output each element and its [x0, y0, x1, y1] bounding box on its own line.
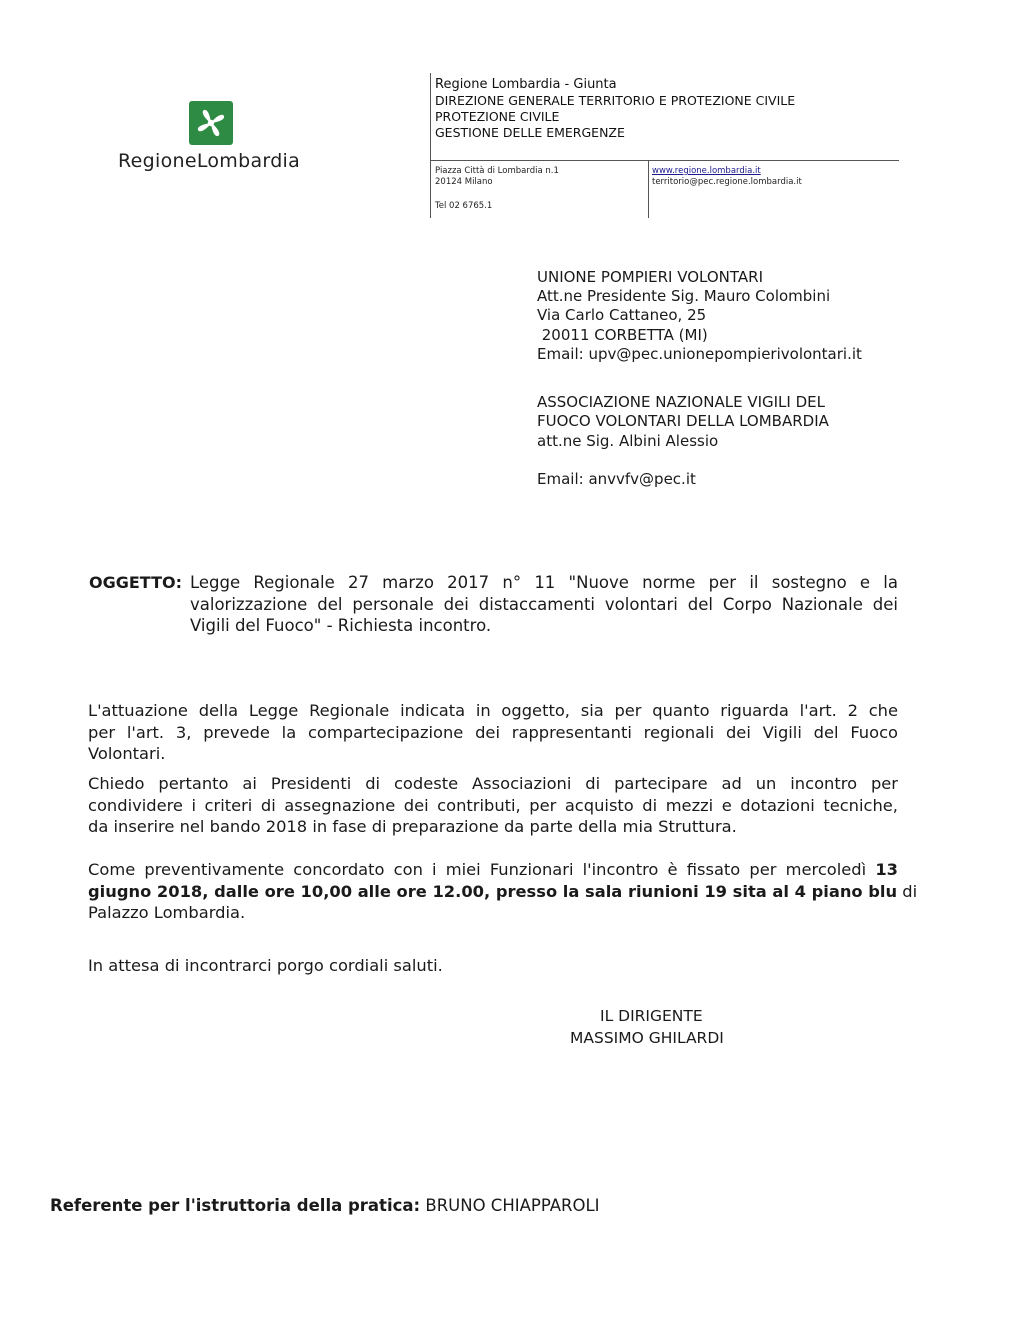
- header-website-link[interactable]: www.regione.lombardia.it: [652, 166, 761, 176]
- subject-line: Vigili del Fuoco" - Richiesta incontro.: [190, 616, 492, 635]
- paragraph-line: L'attuazione della Legge Regionale indicata in oggetto, sia per quanto riguarda l'art. 2 che: [88, 701, 898, 720]
- body-paragraph-2: [88, 773, 898, 838]
- recipient-1-email: Email: upv@pec.unionepompierivolontari.it: [537, 345, 862, 363]
- header-address-line: 20124 Milano: [435, 177, 493, 187]
- header-org-line: Regione Lombardia - Giunta: [435, 77, 617, 92]
- paragraph-line: [88, 881, 918, 903]
- recipient-2-email: Email: anvvfv@pec.it: [537, 470, 696, 488]
- referente-label: Referente per l'istruttoria della pratica:: [50, 1196, 421, 1215]
- meeting-intro-text: Come preventivamente concordato con i miei Funzionari l'incontro è fissato per mercoledì: [88, 860, 867, 879]
- header-phone: Tel 02 6765.1: [435, 201, 493, 211]
- header-divider-horizontal: [430, 160, 899, 161]
- recipient-2-line: FUOCO VOLONTARI DELLA LOMBARDIA: [537, 412, 829, 430]
- recipient-2-line: att.ne Sig. Albini Alessio: [537, 432, 719, 450]
- header-pec-email: territorio@pec.regione.lombardia.it: [652, 177, 802, 187]
- subject-label: OGGETTO:: [89, 573, 182, 592]
- header-department-line: GESTIONE DELLE EMERGENZE: [435, 125, 625, 140]
- closing-greeting: In attesa di incontrarci porgo cordiali saluti.: [88, 956, 443, 975]
- subject-text: [190, 572, 898, 637]
- paragraph-line: condividere i criteri di assegnazione dei contributi, per acquisto di mezzi e dotazioni tecniche,: [88, 795, 898, 815]
- meeting-date-day: 13: [875, 860, 898, 879]
- recipient-2-line: ASSOCIAZIONE NAZIONALE VIGILI DEL: [537, 393, 825, 411]
- meeting-details: giugno 2018, dalle ore 10,00 alle ore 12.00, presso la sala riunioni 19 sita al 4 piano blu: [88, 881, 898, 901]
- referente-name: BRUNO CHIAPPAROLI: [425, 1196, 600, 1215]
- recipient-1-line: Via Carlo Cattaneo, 25: [537, 306, 707, 324]
- body-paragraph-1: [88, 700, 898, 765]
- paragraph-line: per l'art. 3, prevede la compartecipazione dei rappresentanti regionali dei Vigili del Fuoco: [88, 722, 898, 742]
- referente-line: [50, 1196, 600, 1215]
- header-department-line: DIREZIONE GENERALE TERRITORIO E PROTEZIONE CIVILE: [435, 93, 796, 108]
- signature-title: IL DIRIGENTE: [600, 1007, 703, 1025]
- subject-line: valorizzazione del personale dei distaccamenti volontari del Corpo Nazionale dei: [190, 594, 898, 614]
- header-divider-left: [430, 73, 431, 218]
- regione-lombardia-logo-icon: [189, 101, 233, 145]
- header-department-line: PROTEZIONE CIVILE: [435, 109, 560, 124]
- paragraph-line: Volontari.: [88, 744, 166, 763]
- logo-wordmark: RegioneLombardia: [118, 150, 301, 172]
- paragraph-line: Palazzo Lombardia.: [88, 903, 246, 922]
- recipient-1-line: Att.ne Presidente Sig. Mauro Colombini: [537, 287, 831, 305]
- signature-name: MASSIMO GHILARDI: [570, 1029, 724, 1047]
- header-address-line: Piazza Città di Lombardia n.1: [435, 166, 559, 176]
- meeting-details-tail: di: [902, 881, 918, 901]
- paragraph-line: da inserire nel bando 2018 in fase di preparazione da parte della mia Struttura.: [88, 817, 737, 836]
- subject-line: Legge Regionale 27 marzo 2017 n° 11 "Nuove norme per il sostegno e la: [190, 573, 898, 592]
- recipient-1-line: 20011 CORBETTA (MI): [537, 326, 708, 344]
- recipient-1-line: UNIONE POMPIERI VOLONTARI: [537, 268, 764, 286]
- paragraph-line: Chiedo pertanto ai Presidenti di codeste Associazioni di partecipare ad un incontro per: [88, 774, 898, 793]
- header-divider-middle: [648, 160, 649, 218]
- paragraph-line: [88, 859, 898, 881]
- body-paragraph-3: [88, 859, 918, 924]
